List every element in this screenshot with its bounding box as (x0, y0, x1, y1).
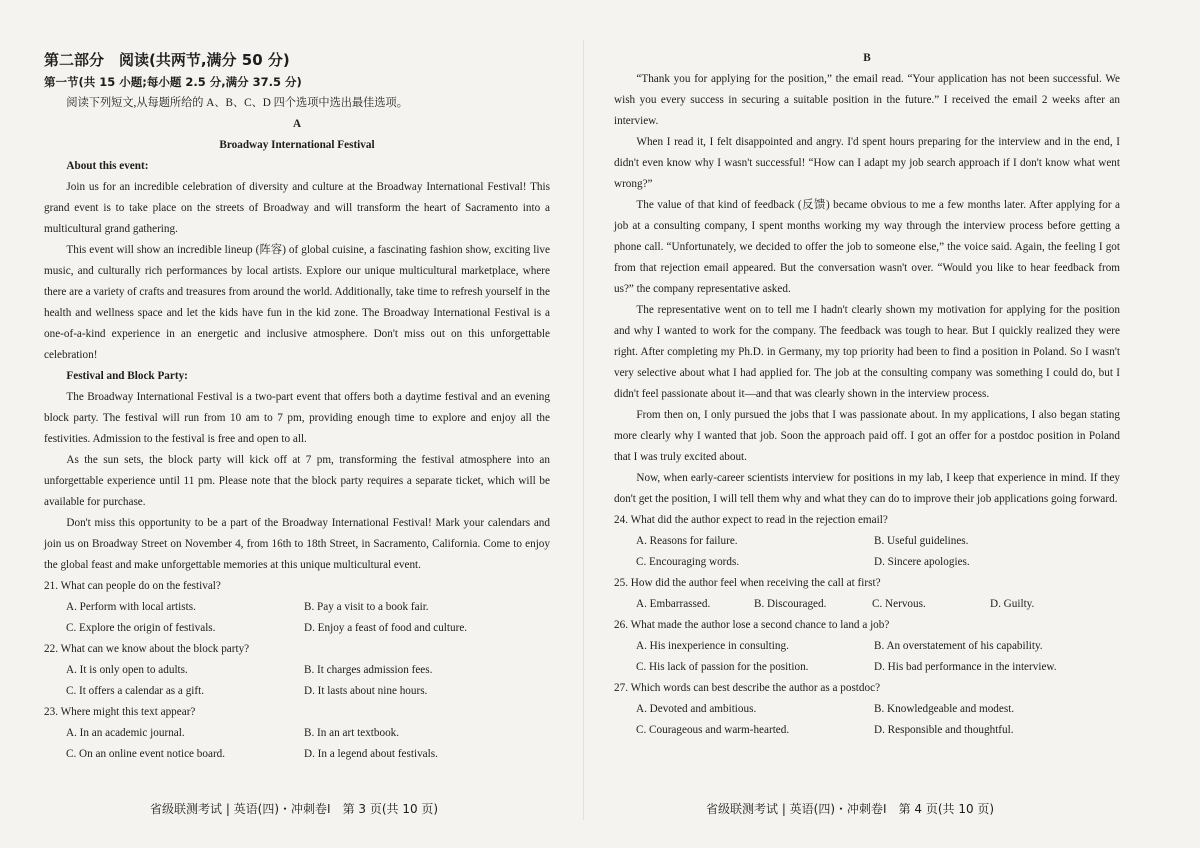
paragraph: Join us for an incredible celebration of diversity and culture at the Broadway International Festival! This grand event is to take place on the streets of Broadway and will transform the heart of Sacramento into a multicultural grand gathering. (44, 181, 550, 235)
option-d: D. Enjoy a feast of food and culture. (304, 622, 468, 634)
option-c: C. Nervous. (872, 598, 926, 610)
question-25 (614, 573, 1120, 615)
question-stem: 22. What can we know about the block party? (44, 643, 250, 655)
left-page (44, 48, 550, 765)
question-21 (44, 576, 550, 639)
page-fold-divider (583, 40, 584, 820)
passage-title: Broadway International Festival (219, 139, 375, 151)
section-heading: 第一节(共 15 小题;每小题 2.5 分,满分 37.5 分) (44, 75, 302, 89)
option-d: D. It lasts about nine hours. (304, 685, 428, 697)
question-stem: 24. What did the author expect to read in the rejection email? (614, 514, 888, 526)
option-b: B. Knowledgeable and modest. (874, 703, 1015, 715)
paragraph: Now, when early-career scientists interview for positions in my lab, I keep that experience in mind. If they don't get the position, I will tell them why and what they can do to improve their job applications going forward. (614, 472, 1120, 505)
option-b: B. Discouraged. (754, 598, 827, 610)
passage-letter-a: A (292, 118, 302, 130)
paragraph: Don't miss this opportunity to be a part of the Broadway International Festival! Mark your calendars and join us on Broadway Street on November 4, from 16th to 18th Street, in Sacramento, California. Come to enjoy the global feast and make unforgettable memories at this unique multicultural event. (44, 517, 550, 571)
question-stem: 26. What made the author lose a second chance to land a job? (614, 619, 890, 631)
question-27 (614, 678, 1120, 741)
instruction: 阅读下列短文,从每题所给的 A、B、C、D 四个选项中选出最佳选项。 (66, 97, 408, 109)
question-stem: 25. How did the author feel when receiving the call at first? (614, 577, 881, 589)
option-c: C. It offers a calendar as a gift. (66, 685, 205, 697)
option-a: A. Devoted and ambitious. (636, 703, 757, 715)
option-d: D. His bad performance in the interview. (874, 661, 1057, 673)
option-d: D. In a legend about festivals. (304, 748, 438, 760)
option-d: D. Guilty. (990, 598, 1035, 610)
question-stem: 21. What can people do on the festival? (44, 580, 221, 592)
option-b: B. Useful guidelines. (874, 535, 969, 547)
passage-letter-b: B (863, 52, 871, 64)
paragraph: As the sun sets, the block party will kick off at 7 pm, transforming the festival atmosphere into an unforgettable experience until 11 pm. Please note that the block party requires a separate ticket, which will be available for purchase. (44, 454, 550, 508)
paragraph: “Thank you for applying for the position,” the email read. “Your application has not been successful. We wish you every success in securing a suitable position in the future.” I received the email 2 weeks after an interview. (614, 73, 1120, 127)
paragraph: When I read it, I felt disappointed and angry. I'd spent hours preparing for the interview and in the end, I didn't even know why I wasn't successful! “How can I adapt my job search approach if I don't know what went wrong?” (614, 136, 1120, 190)
subheading-about: About this event: (66, 160, 149, 172)
part-heading: 第二部分 阅读(共两节,满分 50 分) (44, 51, 290, 69)
option-b: B. In an art textbook. (304, 727, 400, 739)
option-b: B. Pay a visit to a book fair. (304, 601, 429, 613)
question-26 (614, 615, 1120, 678)
option-a: A. Embarrassed. (636, 598, 711, 610)
question-24 (614, 510, 1120, 573)
option-a: A. In an academic journal. (66, 727, 185, 739)
left-page-footer: 省级联测考试 | 英语(四)・冲刺卷Ⅰ 第 3 页(共 10 页) (150, 802, 439, 816)
option-c: C. On an online event notice board. (66, 748, 226, 760)
paragraph: The value of that kind of feedback (反馈) became obvious to me a few months later. After applying for a job at a consulting company, I spent months working my way through the interview process before getting a phone call. “Unfortunately, we decided to offer the job to someone else,” the voice said. Again, the feeling I got from that rejection email appeared. But the conversation wasn't over. “Would you like to hear feedback from us?” the company representative asked. (614, 199, 1120, 295)
option-d: D. Responsible and thoughtful. (874, 724, 1014, 736)
paragraph: The Broadway International Festival is a two-part event that offers both a daytime festival and an evening block party. The festival will run from 10 am to 7 pm, providing enough time to explore and enjoy all the festivities. Admission to the festival is free and open to all. (44, 391, 550, 445)
option-d: D. Sincere apologies. (874, 556, 970, 568)
option-c: C. Encouraging words. (636, 556, 740, 568)
question-stem: 23. Where might this text appear? (44, 706, 196, 718)
option-c: C. Explore the origin of festivals. (66, 622, 216, 634)
option-c: C. His lack of passion for the position. (636, 661, 809, 673)
option-c: C. Courageous and warm-hearted. (636, 724, 790, 736)
option-a: A. Reasons for failure. (636, 535, 738, 547)
question-stem: 27. Which words can best describe the author as a postdoc? (614, 682, 881, 694)
right-page (614, 48, 1120, 741)
question-22 (44, 639, 550, 702)
paragraph: The representative went on to tell me I hadn't clearly shown my motivation for applying for the position and why I wanted to work for the company. The feedback was tough to hear. But I quickly realized they were right. After completing my Ph.D. in Germany, my top priority had been to find a position in Poland. So I wasn't very selective about what I had applied for. The job at the consulting company was something I could do, but I didn't feel passionate about it—and that was clearly shown in the interview process. (614, 304, 1120, 400)
option-b: B. It charges admission fees. (304, 664, 433, 676)
paragraph: This event will show an incredible lineup (阵容) of global cuisine, a fascinating fashion show, exciting live music, and culturally rich performances by local artists. Explore our unique multicultural marketplace, where there are a variety of crafts and treasures from around the world. Additionally, take time to refresh yourself in the health and wellness space and let the kids have fun in the kid zone. The Broadway International Festival is a one-of-a-kind experience in an energetic and inclusive atmosphere. Don't miss out on this unforgettable celebration! (44, 244, 550, 361)
question-23 (44, 702, 550, 765)
option-b: B. An overstatement of his capability. (874, 640, 1043, 652)
subheading-festival: Festival and Block Party: (66, 370, 188, 382)
paragraph: From then on, I only pursued the jobs that I was passionate about. In my applications, I also began stating more clearly why I wanted that job. Soon the approach paid off. I got an offer for a postdoc position in Poland that I was truly excited about. (614, 409, 1120, 463)
option-a: A. Perform with local artists. (66, 601, 196, 613)
right-page-footer: 省级联测考试 | 英语(四)・冲刺卷Ⅰ 第 4 页(共 10 页) (706, 802, 995, 816)
option-a: A. It is only open to adults. (66, 664, 188, 676)
option-a: A. His inexperience in consulting. (636, 640, 789, 652)
